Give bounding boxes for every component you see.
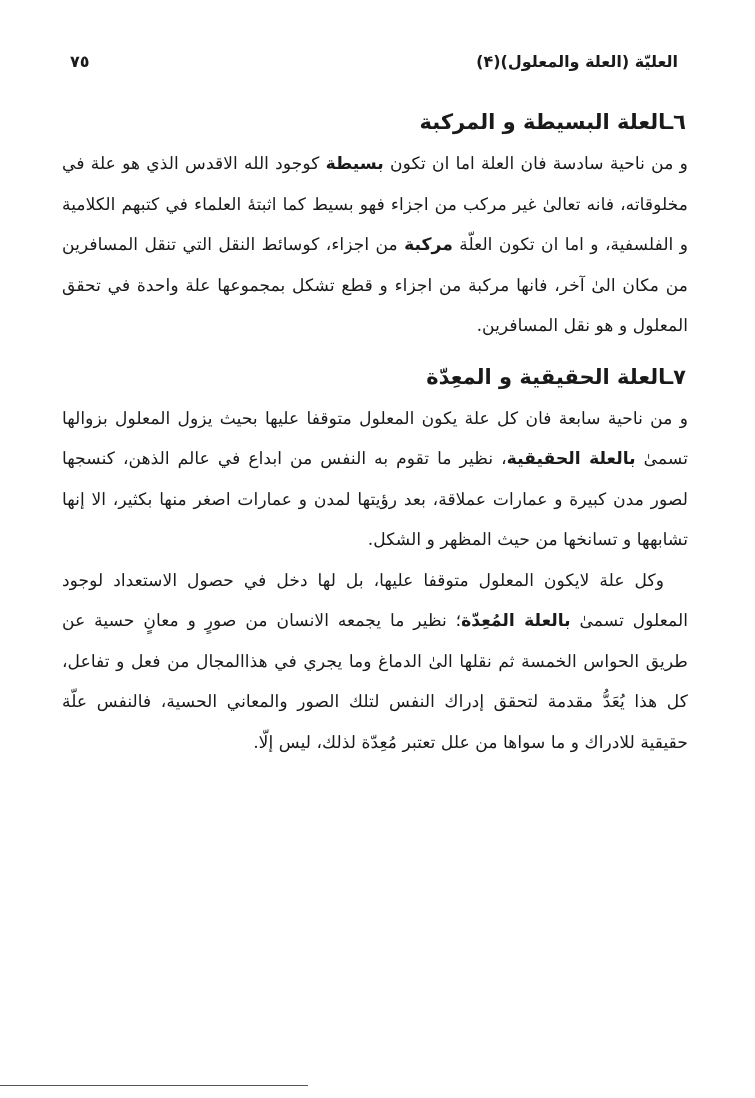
footer-rule (0, 1085, 308, 1086)
keyword-simple: بسيطة (325, 154, 384, 174)
page-number: ٧٥ (70, 51, 90, 71)
running-title: العليّة (العلة والمعلول)(۴) (476, 51, 678, 71)
section-6-heading: ٦ـالعلة البسيطة و المركبة (419, 110, 686, 134)
keyword-compound: مركبة (404, 235, 453, 255)
section-6-text-c: من اجزاء، كوسائط النقل التي تنقل المسافرين من مكان الىٰ آخر، فانها مركبة من اجزاء و قطع تشكل بمجموعها علة واحدة في تحقق المعلول و هو نقل المسافرين. (62, 235, 688, 336)
section-7-p1-text-b: ، نظير ما تقوم به النفس من ابداع في عالم الذهن، كنسجها لصور مدن كبيرة و عمارات عملاقة، بعد رؤيتها لمدن و عمارات اصغر منها بكثير، الا إنها تشابهها و تسانخها من حيث المظهر و الشكل. (62, 449, 688, 550)
section-6-text-b: كوجود الله الاقدس الذي هو علة في مخلوقاته، فانه تعالىٰ غير مركب من اجزاء فهو بسيط كما اثبتهٔ العلماء في كتبهم الكلامية و الفلسفية، و اما ان تكون العلّة (62, 154, 688, 255)
section-6-text-a: و من ناحية سادسة فان العلة اما ان تكون (383, 154, 688, 174)
keyword-real-cause: بالعلة الحقيقية (506, 449, 636, 469)
section-7-heading: ٧ـالعلة الحقيقية و المعِدّة (426, 364, 686, 389)
section-7-paragraph-2 (62, 561, 688, 764)
section-7-p2-text-b: ؛ نظير ما يجمعه الانسان من صورٍ و معانٍ حسية عن طريق الحواس الخمسة ثم نقلها الىٰ الدماغ وما يجري في هذاالمجال من فعل و تفاعل، كل هذا يُعَدُّ مقدمة لتحقق إدراك النفس لتلك الصور والمعاني الحسية، فالنفس علّة حقيقية للادراك و ما سواها من علل تعتبر مُعِدّة لذلك، ليس إلّا. (62, 611, 688, 753)
section-7-p2-text-a: وكل علة لايكون المعلول متوقفا عليها، بل لها دخل في حصول الاستعداد لوجود المعلول تسمىٰ (62, 570, 688, 631)
section-spacer (62, 347, 688, 355)
keyword-preparatory-cause: بالعلة المُعِدّة (461, 611, 571, 631)
section-7-paragraph-1 (62, 399, 688, 561)
running-header (70, 46, 678, 76)
page-body (62, 100, 688, 763)
section-7-p1-text-a: و من ناحية سابعة فان كل علة يكون المعلول متوقفا عليها بحيث يزول المعلول بزوالها تسمىٰ (62, 408, 688, 469)
section-6-paragraph (62, 144, 688, 347)
